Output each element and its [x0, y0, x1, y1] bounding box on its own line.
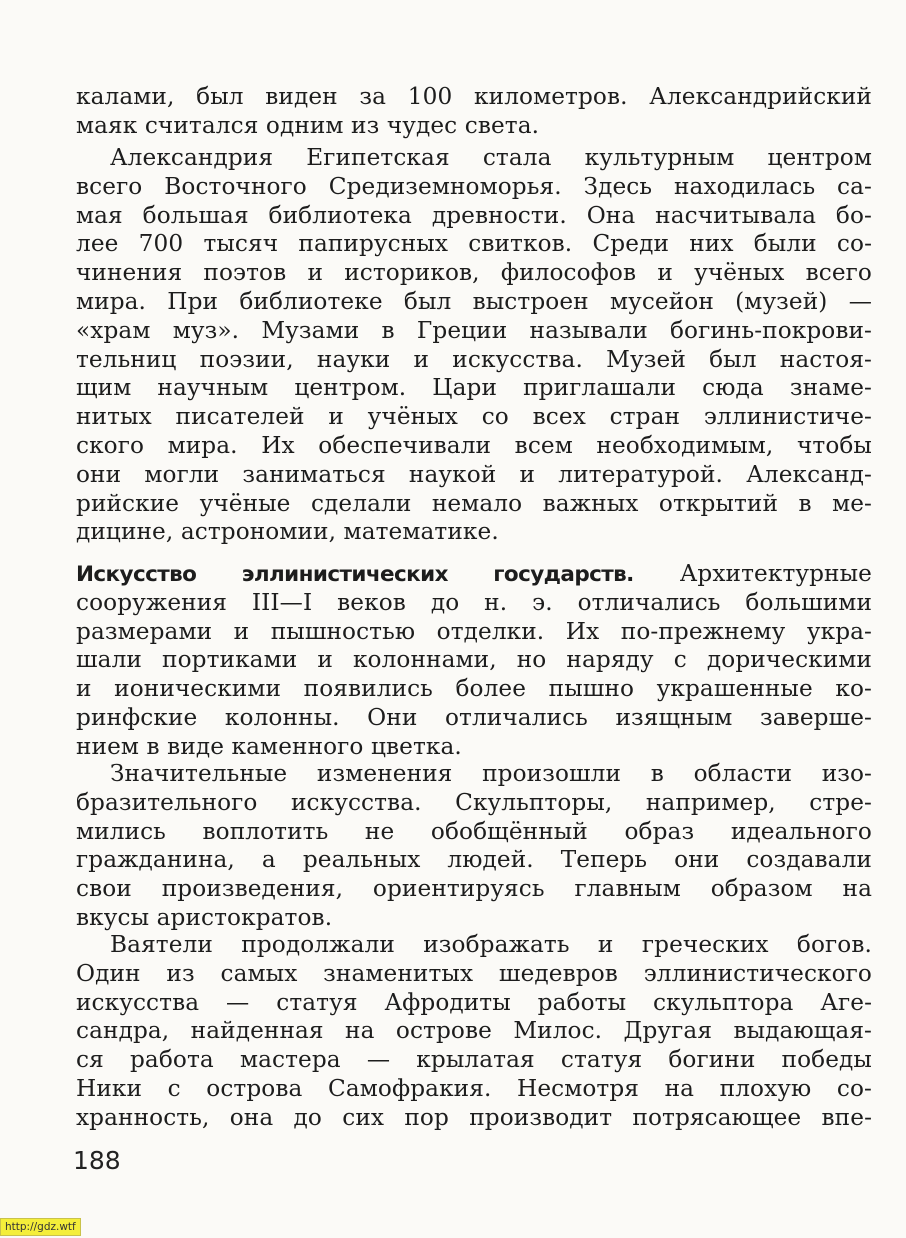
text-line: Один из самых знаменитых шедевров эллинистического	[76, 959, 872, 987]
text-line: мились воплотить не обобщённый образ идеального	[76, 817, 872, 845]
text-line: ского мира. Их обеспечивали всем необходимым, чтобы	[76, 431, 872, 459]
text-line: щим научным центром. Цари приглашали сюда знаме-	[76, 374, 872, 402]
paragraph-sculpture-changes	[76, 760, 872, 933]
text-line: они могли заниматься наукой и литературой. Александ-	[76, 460, 872, 488]
paragraph-hellenistic-art	[76, 560, 872, 762]
text-line: вкусы аристократов.	[76, 903, 333, 931]
text-line: размерами и пышностью отделки. Их по-прежнему укра-	[76, 617, 872, 645]
text-line: шали портиками и колоннами, но наряду с дорическими	[76, 646, 872, 674]
text-line: свои произведения, ориентируясь главным образом на	[76, 875, 872, 903]
text-line: и ионическими появились более пышно украшенные ко-	[76, 675, 872, 703]
heading-line-rest: Архитектурные	[633, 560, 872, 587]
text-line: ринфские колонны. Они отличались изящным заверше-	[76, 703, 872, 731]
text-line: всего Восточного Средиземноморья. Здесь находилась са-	[76, 172, 872, 200]
text-line: тельниц поэзии, науки и искусства. Музей был настоя-	[76, 345, 872, 373]
paragraph-alexandria-library	[76, 144, 872, 547]
text-line: ся работа мастера — крылатая статуя богини победы	[76, 1046, 872, 1074]
text-line: «храм муз». Музами в Греции называли богинь-покрови-	[76, 316, 872, 344]
text-line: лее 700 тысяч папирусных свитков. Среди них были со-	[76, 230, 872, 258]
text-line: калами, был виден за 100 километров. Александрийский	[76, 83, 872, 110]
text-line: нием в виде каменного цветка.	[76, 732, 462, 760]
text-line: маяк считался одним из чудес света.	[76, 111, 540, 139]
text-line: мира. При библиотеке был выстроен мусейон (музей) —	[76, 287, 872, 315]
text-line: Александрия Египетская стала культурным центром	[110, 144, 872, 171]
text-line: чинения поэтов и историков, философов и учёных всего	[76, 259, 872, 287]
text-line: рийские учёные сделали немало важных открытий в ме-	[76, 489, 872, 517]
text-line: хранность, она до сих пор производит потрясающее впе-	[76, 1103, 872, 1131]
text-line: Ваятели продолжали изображать и греческих богов.	[110, 931, 872, 958]
text-line: Ники с острова Самофракия. Несмотря на плохую со-	[76, 1074, 872, 1102]
text-line: дицине, астрономии, математике.	[76, 518, 499, 546]
text-line: гражданина, а реальных людей. Теперь они создавали	[76, 846, 872, 874]
text-line: мая большая библиотека древности. Она насчитывала бо-	[76, 201, 872, 229]
watermark-link[interactable]: http://gdz.wtf	[0, 1218, 81, 1236]
text-line: бразительного искусства. Скульпторы, например, стре-	[76, 788, 872, 816]
text-line: Значительные изменения произошли в области изо-	[110, 760, 872, 787]
text-line: искусства — статуя Афродиты работы скульптора Аге-	[76, 988, 872, 1016]
text-line: сооружения III—I веков до н. э. отличались большими	[76, 588, 872, 616]
text-line: сандра, найденная на острове Милос. Другая выдающая-	[76, 1017, 872, 1045]
paragraph-sculptors-gods	[76, 931, 872, 1133]
paragraph-lighthouse-end	[76, 83, 872, 141]
text-line: нитых писателей и учёных со всех стран эллинистиче-	[76, 403, 872, 431]
page-number: 188	[73, 1146, 121, 1175]
section-heading: Искусство эллинистических государств.	[76, 562, 634, 587]
text-line	[76, 560, 872, 589]
